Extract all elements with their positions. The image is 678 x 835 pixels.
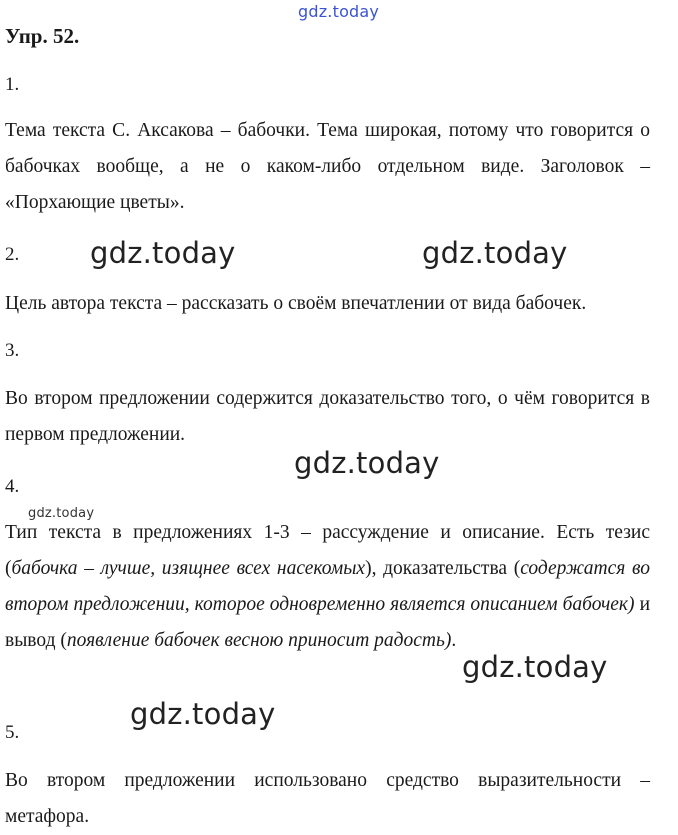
watermark: gdz.today	[422, 236, 568, 270]
item-4-text-part: и вывод (	[5, 594, 651, 651]
item-4-text	[5, 515, 650, 659]
item-3-number: 3.	[5, 340, 20, 361]
item-4-text-part: ), доказательства (	[365, 558, 521, 579]
item-2-number: 2.	[5, 244, 20, 265]
item-4-number: 4.	[5, 476, 20, 497]
watermark: gdz.today	[294, 446, 440, 480]
item-1-number: 1.	[5, 74, 20, 95]
item-3-text: Во втором предложении содержится доказательство того, о чём говорится в первом предложении.	[5, 388, 650, 445]
item-5-text: Во втором предложении использовано средство выразительности – метафора.	[5, 770, 650, 827]
item-4-evidence: содержатся во втором предложении, которое одновременно является описанием бабочек)	[5, 558, 650, 615]
watermark-small: gdz.today	[28, 506, 95, 521]
item-4-text-part: Тип текста в предложениях 1-3 – рассуждение и описание. Есть тезис (	[5, 522, 650, 579]
item-5-number: 5.	[5, 722, 20, 743]
item-4-text-part: .	[451, 630, 457, 651]
item-2-text: Цель автора текста – рассказать о своём впечатлении от вида бабочек.	[5, 293, 587, 314]
item-4-conclusion: появление бабочек весною приносит радость)	[66, 630, 452, 651]
item-1-text: Тема текста С. Аксакова – бабочки. Тема широкая, потому что говорится о бабочках вообще, а не о каком-либо отдельном виде. Заголовок – «Порхающие цветы».	[5, 120, 650, 213]
watermark-top: gdz.today	[298, 2, 380, 21]
exercise-title: Упр. 52.	[5, 24, 80, 48]
item-4-thesis: бабочка – лучше, изящнее всех насекомых	[11, 558, 366, 579]
watermark: gdz.today	[130, 697, 276, 731]
watermark: gdz.today	[90, 236, 236, 270]
watermark: gdz.today	[462, 650, 608, 684]
